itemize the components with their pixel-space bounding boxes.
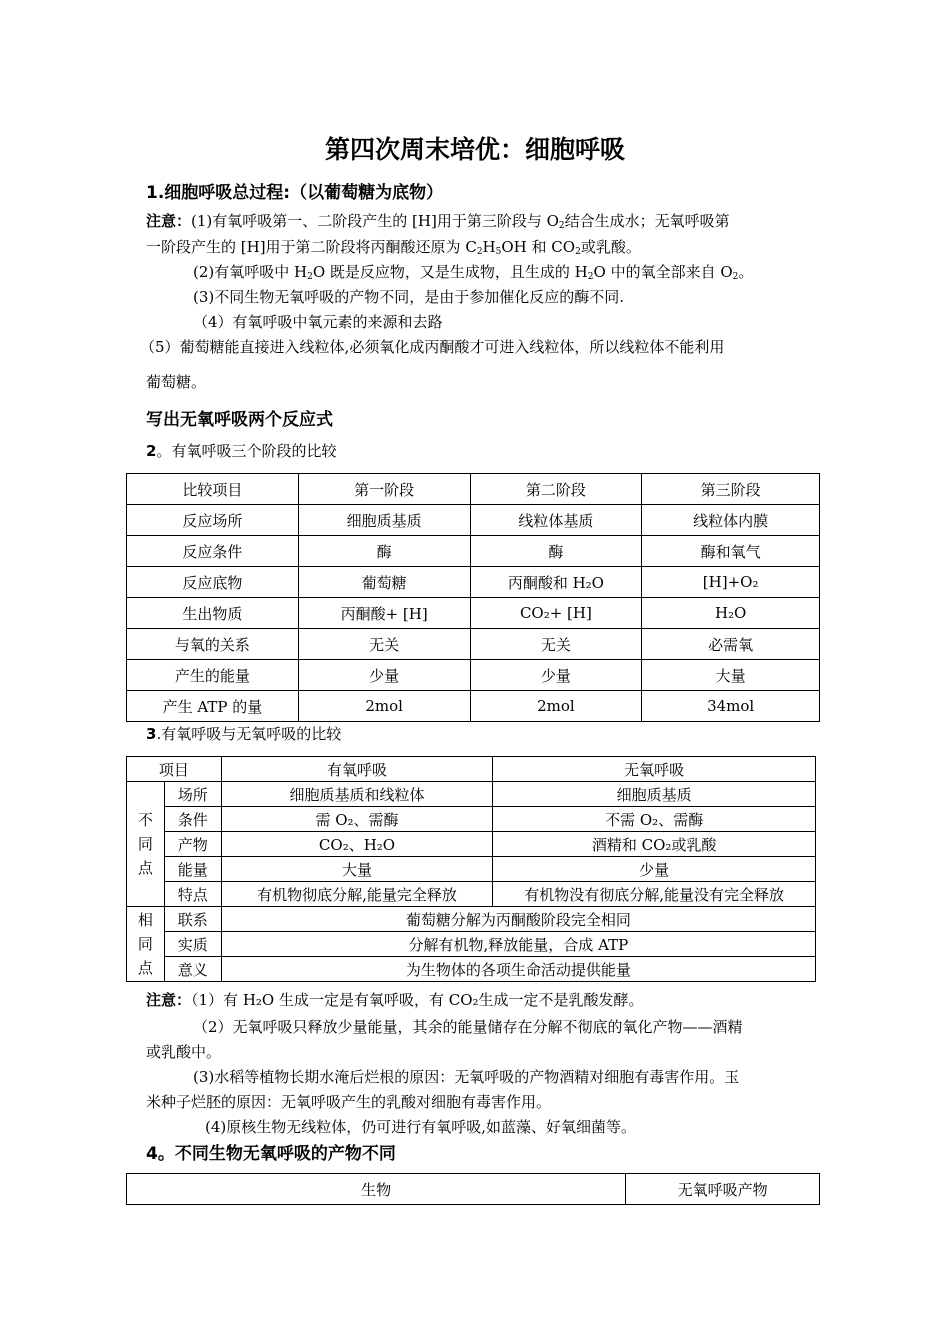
row-label: 产生的能量 (127, 660, 299, 691)
row-label: 能量 (164, 857, 221, 882)
s3-note-1: 注意：（1）有 H₂O 生成一定是有氧呼吸，有 CO₂生成一定不是乳酸发酵。 (146, 991, 644, 1009)
header-cell: 无氧呼吸产物 (626, 1174, 820, 1205)
row-label: 反应底物 (127, 567, 299, 598)
section-1-heading: 1.细胞呼吸总过程:（以葡萄糖为底物） (146, 183, 444, 203)
row-label: 场所 (164, 782, 221, 807)
note-label: 注意： (146, 212, 192, 230)
table-row (127, 536, 820, 567)
row-label: 产生 ATP 的量 (127, 691, 299, 722)
header-cell: 生物 (127, 1174, 626, 1205)
write-heading: 写出无氧呼吸两个反应式 (146, 410, 333, 430)
table-cell: 大量 (642, 660, 820, 691)
table-cell: CO₂+ [H] (470, 598, 642, 629)
table-cell: 线粒体内膜 (642, 505, 820, 536)
table-cell: 细胞质基质 (493, 782, 816, 807)
table-cell: 酶 (298, 536, 470, 567)
s3-note-4: (4)原核生物无线粒体，仍可进行有氧呼吸,如蓝藻、好氧细菌等。 (205, 1118, 637, 1136)
section-2-heading: 2。有氧呼吸三个阶段的比较 (146, 442, 337, 460)
row-label: 反应条件 (127, 536, 299, 567)
table-cell: 少量 (493, 857, 816, 882)
table-cell: H₂O (642, 598, 820, 629)
note-1-cont: 一阶段产生的 [H]用于第二阶段将丙酮酸还原为 $C_2H_5OH$ 和 $CO_2$或乳酸。 (146, 238, 641, 257)
table-row (127, 832, 816, 857)
table-row (127, 598, 820, 629)
table-cell: [H]+O₂ (642, 567, 820, 598)
row-label: 反应场所 (127, 505, 299, 536)
row-label: 条件 (164, 807, 221, 832)
note-5-cont: 葡萄糖。 (146, 373, 207, 391)
row-label: 特点 (164, 882, 221, 907)
table-row (127, 882, 816, 907)
header-cell: 项目 (127, 757, 222, 782)
table-cell: 少量 (470, 660, 642, 691)
section-4-heading: 4。不同生物无氧呼吸的产物不同 (146, 1144, 396, 1164)
section-3-heading: 3.有氧呼吸与无氧呼吸的比较 (146, 725, 342, 743)
table-cell: 2mol (298, 691, 470, 722)
table-cell: 酶 (470, 536, 642, 567)
table-row (127, 629, 820, 660)
table-header-row (127, 474, 820, 505)
table-row (127, 907, 816, 932)
table-cell: 分解有机物,释放能量，合成 ATP (221, 932, 815, 957)
table-row (127, 932, 816, 957)
row-label: 意义 (164, 957, 221, 982)
note-5: （5）葡萄糖能直接进入线粒体,必须氧化成丙酮酸才可进入线粒体，所以线粒体不能利用 (140, 338, 725, 356)
header-cell: 比较项目 (127, 474, 299, 505)
s3-note-3-cont: 米种子烂胚的原因：无氧呼吸产生的乳酸对细胞有毒害作用。 (146, 1093, 552, 1111)
table-cell: 大量 (221, 857, 493, 882)
note-1: 注意：(1)有氧呼吸第一、二阶段产生的 [H]用于第三阶段与 $O_2$结合生成水；无氧呼吸第 (146, 212, 730, 231)
table-cell: 无关 (470, 629, 642, 660)
table-cell: 线粒体基质 (470, 505, 642, 536)
table-cell: 2mol (470, 691, 642, 722)
table-cell: 酒精和 CO₂或乳酸 (493, 832, 816, 857)
note-4: （4）有氧呼吸中氧元素的来源和去路 (193, 313, 443, 331)
row-label: 生出物质 (127, 598, 299, 629)
row-label: 产物 (164, 832, 221, 857)
table-row (127, 782, 816, 807)
table-cell: 有机物没有彻底分解,能量没有完全释放 (493, 882, 816, 907)
table-row (127, 807, 816, 832)
s3-note-2-cont: 或乳酸中。 (146, 1043, 222, 1061)
header-cell: 第三阶段 (642, 474, 820, 505)
table-header-row (127, 1174, 820, 1205)
row-label: 实质 (164, 932, 221, 957)
table-cell: 无关 (298, 629, 470, 660)
table-cell: 丙酮酸和 H₂O (470, 567, 642, 598)
table-cell: 有机物彻底分解,能量完全释放 (221, 882, 493, 907)
table-header-row (127, 757, 816, 782)
row-label: 联系 (164, 907, 221, 932)
table-cell: 少量 (298, 660, 470, 691)
header-cell: 第二阶段 (470, 474, 642, 505)
aerobic-vs-anaerobic-table (126, 756, 816, 982)
table-cell: 必需氧 (642, 629, 820, 660)
diff-group-label: 不 同 点 (127, 782, 165, 907)
aerobic-stages-table (126, 473, 820, 722)
s3-note-2: （2）无氧呼吸只释放少量能量，其余的能量储存在分解不彻底的氧化产物——酒精 (193, 1018, 743, 1036)
table-cell: 葡萄糖 (298, 567, 470, 598)
table-row (127, 957, 816, 982)
table-cell: 不需 O₂、需酶 (493, 807, 816, 832)
note-2: (2)有氧呼吸中 $H_2O$ 既是反应物，又是生成物，且生成的 $H_2O$ 中的氧全部来自 $O_2$。 (193, 263, 754, 282)
page-title: 第四次周末培优：细胞呼吸 (324, 135, 625, 164)
table-row (127, 691, 820, 722)
table-row (127, 505, 820, 536)
table-row (127, 857, 816, 882)
table-cell: 丙酮酸+ [H] (298, 598, 470, 629)
anaerobic-products-table (126, 1173, 820, 1205)
header-cell: 无氧呼吸 (493, 757, 816, 782)
note-3: (3)不同生物无氧呼吸的产物不同，是由于参加催化反应的酶不同. (193, 288, 625, 306)
table-cell: 34mol (642, 691, 820, 722)
table-cell: 需 O₂、需酶 (221, 807, 493, 832)
table-cell: 葡萄糖分解为丙酮酸阶段完全相同 (221, 907, 815, 932)
header-cell: 第一阶段 (298, 474, 470, 505)
header-cell: 有氧呼吸 (221, 757, 493, 782)
s3-note-3: (3)水稻等植物长期水淹后烂根的原因：无氧呼吸的产物酒精对细胞有毒害作用。玉 (193, 1068, 740, 1086)
table-cell: 为生物体的各项生命活动提供能量 (221, 957, 815, 982)
table-cell: 细胞质基质和线粒体 (221, 782, 493, 807)
table-cell: 细胞质基质 (298, 505, 470, 536)
row-label: 与氧的关系 (127, 629, 299, 660)
table-row (127, 660, 820, 691)
table-cell: CO₂、H₂O (221, 832, 493, 857)
table-cell: 酶和氧气 (642, 536, 820, 567)
same-group-label: 相 同 点 (127, 907, 165, 982)
table-row (127, 567, 820, 598)
